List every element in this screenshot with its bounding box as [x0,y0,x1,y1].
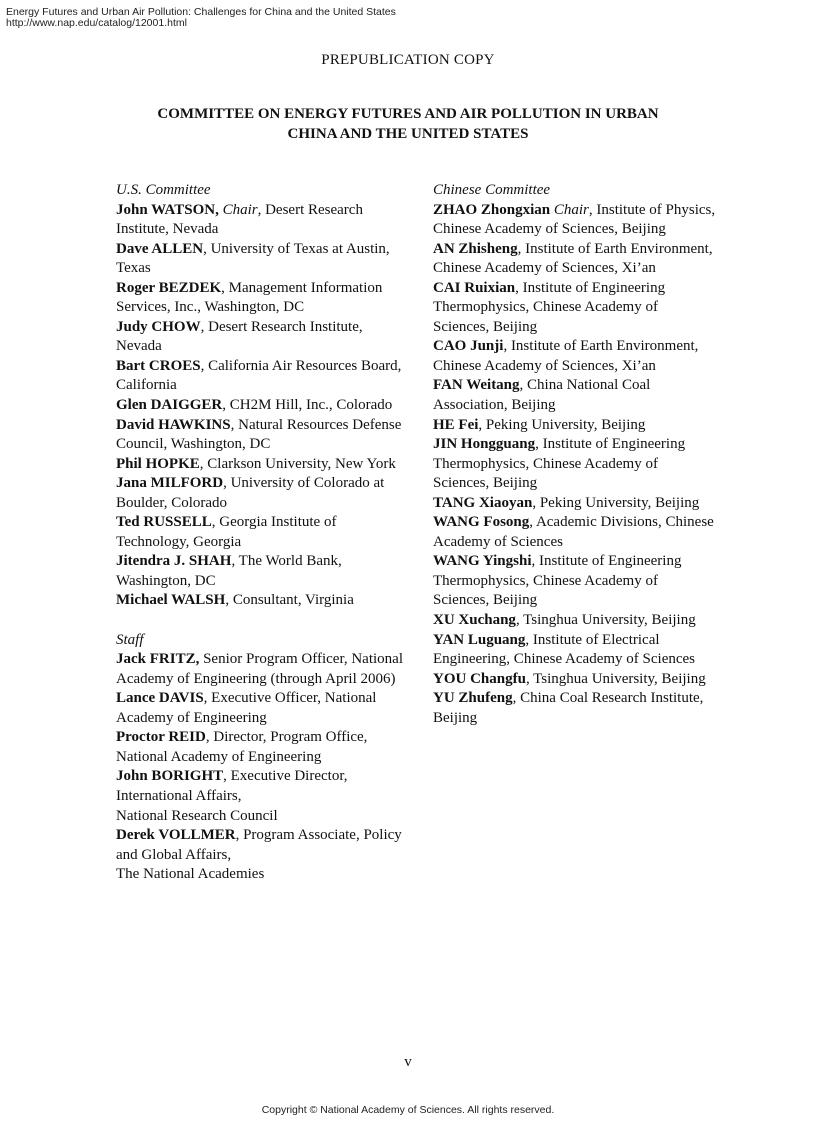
member-entry [433,631,717,670]
member-name: WANG Yingshi [433,553,532,570]
member-affiliation: , Desert Research Institute, Nevada [116,201,363,238]
member-name: Lance DAVIS [116,690,204,707]
member-affiliation: , Natural Resources Defense Council, Washington, DC [116,416,402,453]
member-entry [116,240,406,279]
member-affiliation: , Institute of Engineering Thermophysics, Chinese Academy of Sciences, Beijing [433,279,666,335]
member-entry [116,728,406,767]
member-entry [433,689,717,728]
member-name: Dave ALLEN [116,240,204,257]
member-affiliation: , China National Coal Association, Beijing [433,377,651,414]
member-affiliation: , Clarkson University, New York [199,455,396,472]
member-affiliation: , Peking University, Beijing [532,494,700,511]
member-entry [433,279,717,338]
member-entry [433,670,717,690]
member-entry [116,591,406,611]
member-name: Phil HOPKE [116,455,200,472]
member-affiliation: , Management Information Services, Inc., Washington, DC [116,279,383,316]
page-number: v [404,1054,412,1070]
member-affiliation: Senior Program Officer, National Academy of Engineering (through April 2006) [116,651,403,687]
member-entry [433,513,717,552]
member-affiliation: , The World Bank, Washington, DC [116,553,342,589]
member-entry [433,240,717,279]
member-affiliation: , Peking University, Beijing [478,416,646,433]
member-entry [116,826,406,885]
member-affiliation: , Desert Research Institute, Nevada [116,318,363,355]
member-name: Ted RUSSELL [116,514,212,531]
member-name: Bart CROES [116,357,201,374]
member-entry [116,689,406,728]
member-affiliation: , Executive Officer, National Academy of Engineering [116,690,377,726]
member-entry [116,201,406,240]
member-name: YU Zhufeng [433,690,513,707]
member-affiliation: , Institute of Earth Environment, Chinese Academy of Sciences, Xi’an [433,240,713,277]
staff-heading: Staff [116,631,144,648]
member-name: YAN Luguang [433,631,526,648]
member-entry [116,396,406,416]
title-line-1: COMMITTEE ON ENERGY FUTURES AND AIR POLLUTION IN URBAN [157,106,659,122]
member-name: Derek VOLLMER [116,827,236,844]
member-name: AN Zhisheng [433,240,518,257]
member-entry [116,455,406,475]
member-entry [433,376,717,415]
member-entry [116,767,406,826]
title-line-2: CHINA AND THE UNITED STATES [287,126,529,142]
member-affiliation: , Institute of Physics, Chinese Academy of Sciences, Beijing [433,201,716,238]
member-affiliation: , CH2M Hill, Inc., Colorado [222,397,393,414]
member-name: HE Fei [433,416,479,433]
copyright-footer: Copyright © National Academy of Sciences. All rights reserved. [261,1104,555,1116]
member-entry [433,552,717,611]
member-name: Roger BEZDEK [116,279,222,296]
member-affiliation-extra: National Research Council [116,807,278,824]
member-entry [116,357,406,396]
member-entry [116,416,406,455]
member-role: Chair [553,201,589,218]
member-affiliation: , California Air Resources Board, California [116,357,402,394]
member-affiliation: , China Coal Research Institute, Beijing [433,690,704,726]
member-affiliation: , Program Associate, Policy and Global Affairs, [116,827,402,863]
source-title: Energy Futures and Urban Air Pollution: Challenges for China and the United States [6,6,396,18]
member-entry [116,318,406,357]
chinese-committee-heading: Chinese Committee [433,182,551,198]
member-affiliation-extra: The National Academies [116,866,265,883]
member-affiliation: , University of Colorado at Boulder, Colorado [116,475,385,511]
member-entry [433,201,717,240]
committee-title [120,104,696,144]
member-name: JIN Hongguang [433,436,536,453]
member-name: Jitendra J. SHAH [116,553,232,570]
section-spacer [116,611,406,631]
member-affiliation: , Georgia Institute of Technology, Georgia [116,514,337,550]
member-name: ZHAO Zhongxian [433,201,551,218]
member-name: CAI Ruixian [433,279,516,296]
source-url[interactable]: http://www.nap.edu/catalog/12001.html [6,17,187,29]
member-name: WANG Fosong [433,514,530,531]
member-entry [116,474,406,513]
member-affiliation: , Executive Director, International Affairs, [116,768,348,804]
right-column [433,181,717,728]
member-name: Glen DAIGGER [116,397,223,414]
member-affiliation: , Institute of Engineering Thermophysics, Chinese Academy of Sciences, Beijing [433,553,682,609]
member-name: CAO Junji [433,338,504,355]
document-source-header [6,7,396,29]
prepublication-label: PREPUBLICATION COPY [321,52,495,68]
member-name: FAN Weitang [433,377,520,394]
member-name: XU Xuchang [433,612,516,629]
member-entry [433,337,717,376]
member-entry [116,552,406,591]
left-column [116,181,406,885]
member-affiliation: , Institute of Electrical Engineering, Chinese Academy of Sciences [433,631,696,668]
member-name: John BORIGHT [116,768,224,785]
us-committee-list [116,201,406,611]
member-name: YOU Changfu [433,670,526,687]
member-name: Judy CHOW [116,318,201,335]
member-affiliation: , Director, Program Office, National Academy of Engineering [116,729,368,765]
member-entry [116,279,406,318]
member-name: John WATSON, [116,201,219,218]
member-affiliation: , Tsinghua University, Beijing [515,612,696,629]
member-entry [433,416,717,436]
member-name: Jana MILFORD [116,475,224,492]
member-entry [433,435,717,494]
member-name: Proctor REID [116,729,206,746]
member-name: Jack FRITZ, [116,651,200,668]
member-entry [433,611,717,631]
member-role: Chair [222,201,258,218]
member-affiliation: , Institute of Engineering Thermophysics, Chinese Academy of Sciences, Beijing [433,436,686,492]
staff-list [116,650,406,885]
member-affiliation: , Institute of Earth Environment, Chinese Academy of Sciences, Xi’an [433,338,699,374]
member-affiliation: , Tsinghua University, Beijing [525,670,706,687]
chinese-committee-list [433,201,717,729]
member-entry [116,650,406,689]
member-entry [116,513,406,552]
member-affiliation: , University of Texas at Austin, Texas [116,240,390,277]
member-name: TANG Xiaoyan [433,494,533,511]
member-affiliation: , Consultant, Virginia [225,592,354,609]
member-name: Michael WALSH [116,592,226,609]
member-name: David HAWKINS [116,416,231,433]
member-affiliation: , Academic Divisions, Chinese Academy of Sciences [433,514,714,550]
member-entry [433,494,717,514]
us-committee-heading: U.S. Committee [116,182,211,198]
